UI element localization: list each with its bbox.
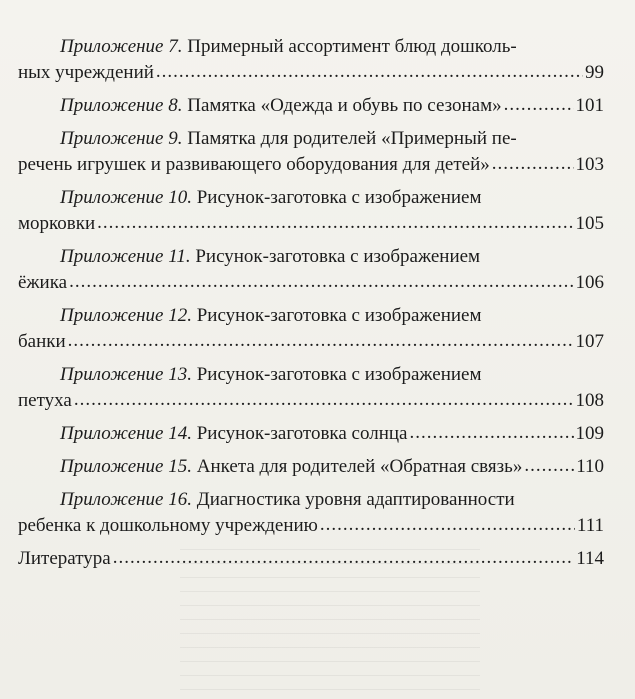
entry-title-continued: речень игрушек и развивающего оборудования для детей» xyxy=(18,154,490,175)
dot-leader xyxy=(68,328,574,354)
entry-title: Рисунок-заготовка с изображением xyxy=(191,305,482,326)
page-number: 105 xyxy=(575,213,604,234)
entry-title: Рисунок-заготовка солнца xyxy=(191,423,408,444)
toc-entry-appendix-15 xyxy=(18,454,604,480)
entry-title: Анкета для родителей «Обратная связь» xyxy=(191,456,523,477)
page-number: 106 xyxy=(575,272,604,293)
entry-label: Приложение 15. xyxy=(60,456,192,477)
entry-title-continued: ных учреждений xyxy=(18,62,154,83)
entry-title: Рисунок-заготовка с изображением xyxy=(191,364,482,385)
toc-entry-appendix-7 xyxy=(18,34,604,86)
entry-label: Приложение 11. xyxy=(60,246,191,267)
dot-leader xyxy=(524,453,574,479)
entry-label: Приложение 10. xyxy=(60,187,192,208)
toc-entry-appendix-9 xyxy=(18,126,604,178)
dot-leader xyxy=(409,420,573,446)
page-number: 101 xyxy=(575,95,604,116)
dot-leader xyxy=(97,210,573,236)
entry-title-continued: ребенка к дошкольному учреждению xyxy=(18,515,318,536)
table-of-contents xyxy=(18,34,604,579)
entry-label: Приложение 16. xyxy=(60,489,192,510)
page-number: 103 xyxy=(575,154,604,175)
toc-entry-appendix-13 xyxy=(18,362,604,414)
dot-leader xyxy=(156,59,583,85)
bleed-through-texture xyxy=(180,540,480,690)
page-number: 108 xyxy=(575,390,604,411)
dot-leader xyxy=(69,269,573,295)
literature-title: Литература xyxy=(18,548,111,569)
entry-label: Приложение 7. xyxy=(60,36,183,57)
entry-label: Приложение 14. xyxy=(60,423,192,444)
entry-title: Диагностика уровня адаптированности xyxy=(191,489,515,510)
toc-entry-appendix-14 xyxy=(18,421,604,447)
entry-title: Рисунок-заготовка с изображением xyxy=(190,246,481,267)
page-number: 109 xyxy=(575,423,604,444)
dot-leader xyxy=(74,387,574,413)
toc-entry-appendix-11 xyxy=(18,244,604,296)
page-number: 111 xyxy=(576,515,604,536)
entry-label: Приложение 13. xyxy=(60,364,192,385)
toc-entry-appendix-8 xyxy=(18,93,604,119)
page-number: 114 xyxy=(576,548,604,569)
entry-title: Примерный ассортимент блюд дошколь- xyxy=(182,36,517,57)
page-number: 110 xyxy=(576,456,604,477)
entry-title-continued: морковки xyxy=(18,213,96,234)
entry-label: Приложение 12. xyxy=(60,305,192,326)
toc-entry-appendix-12 xyxy=(18,303,604,355)
dot-leader xyxy=(320,512,575,538)
dot-leader xyxy=(492,151,574,177)
entry-title: Памятка для родителей «Примерный пе- xyxy=(182,128,517,149)
entry-title: Рисунок-заготовка с изображением xyxy=(191,187,482,208)
dot-leader xyxy=(504,92,574,118)
page-number: 107 xyxy=(575,331,604,352)
entry-label: Приложение 9. xyxy=(60,128,183,149)
entry-title-continued: банки xyxy=(18,331,66,352)
entry-title-continued: петуха xyxy=(18,390,72,411)
toc-entry-appendix-10 xyxy=(18,185,604,237)
entry-title-continued: ёжика xyxy=(18,272,68,293)
entry-label: Приложение 8. xyxy=(60,95,183,116)
toc-entry-appendix-16 xyxy=(18,487,604,539)
page-number: 99 xyxy=(585,62,604,83)
entry-title: Памятка «Одежда и обувь по сезонам» xyxy=(182,95,502,116)
